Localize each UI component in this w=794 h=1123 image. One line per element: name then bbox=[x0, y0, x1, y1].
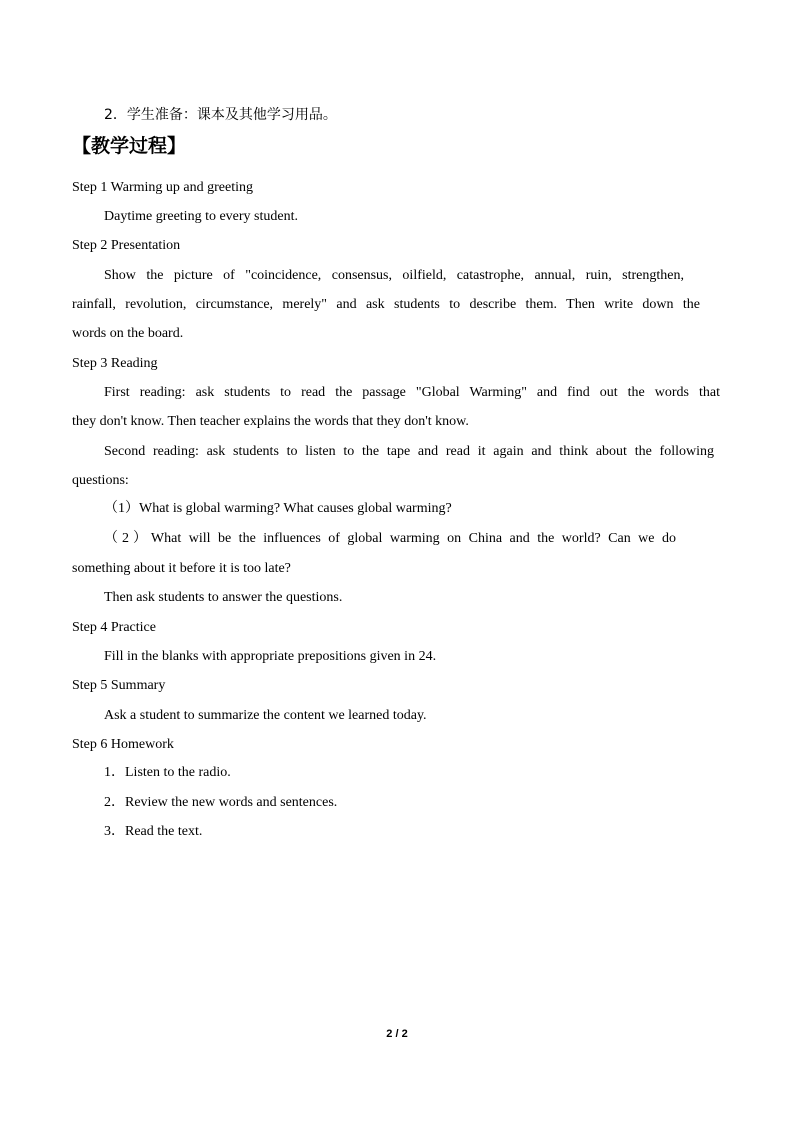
step3-title: Step 3 Reading bbox=[72, 356, 158, 371]
step3-first-reading-line-2: they don't know. Then teacher explains the words that they don't know. bbox=[72, 414, 469, 429]
homework-item: 1．Listen to the radio. bbox=[104, 765, 231, 780]
step3-question-2-line-1: （2）What will be the influences of global warming on China and the world? Can we do bbox=[104, 531, 676, 546]
step3-first-reading-line-1: First reading: ask students to read the passage "Global Warming" and find out the words that bbox=[104, 385, 720, 400]
homework-item: 2．Review the new words and sentences. bbox=[104, 795, 338, 810]
step6-title: Step 6 Homework bbox=[72, 737, 174, 752]
step3-closing: Then ask students to answer the questions. bbox=[104, 590, 343, 605]
step1-title: Step 1 Warming up and greeting bbox=[72, 180, 253, 195]
page-number: 2 / 2 bbox=[386, 1028, 408, 1040]
step2-line-1: Show the picture of "coincidence, consensus, oilfield, catastrophe, annual, ruin, strengthen, bbox=[104, 268, 684, 283]
homework-item: 3．Read the text. bbox=[104, 824, 203, 839]
step4-title: Step 4 Practice bbox=[72, 620, 156, 635]
step4-text: Fill in the blanks with appropriate prepositions given in 24. bbox=[104, 649, 437, 664]
step3-second-reading-line-1: Second reading: ask students to listen to the tape and read it again and think about the following bbox=[104, 444, 714, 459]
step2-title: Step 2 Presentation bbox=[72, 238, 181, 253]
step3-second-reading-line-2: questions: bbox=[72, 473, 129, 488]
step5-text: Ask a student to summarize the content we learned today. bbox=[104, 708, 427, 723]
step2-line-2: rainfall, revolution, circumstance, merely" and ask students to describe them. Then write down the bbox=[72, 297, 700, 312]
step3-question-2-line-2: something about it before it is too late? bbox=[72, 561, 291, 576]
step1-text: Daytime greeting to every student. bbox=[104, 209, 298, 224]
step5-title: Step 5 Summary bbox=[72, 678, 166, 693]
student-preparation-line: 2．学生准备：课本及其他学习用品。 bbox=[104, 107, 337, 123]
step2-line-3: words on the board. bbox=[72, 326, 184, 341]
step3-question-1: （1）What is global warming? What causes global warming? bbox=[104, 501, 452, 516]
teaching-process-heading: 【教学过程】 bbox=[72, 135, 187, 157]
